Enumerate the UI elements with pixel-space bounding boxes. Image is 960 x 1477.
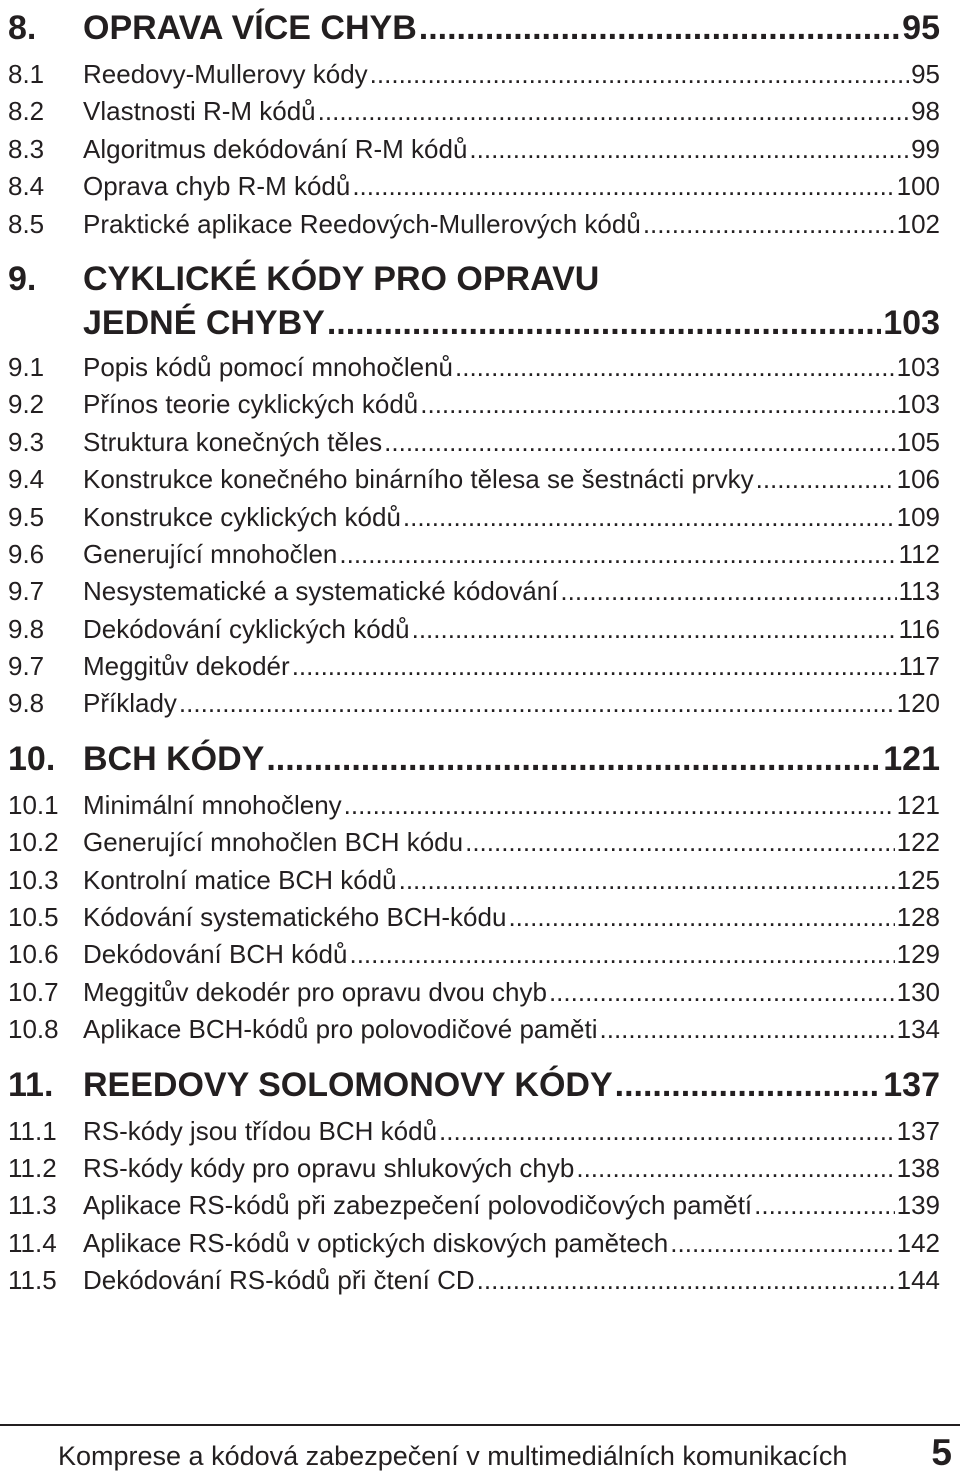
- section-title: Reedovy-Mullerovy kódy: [83, 59, 368, 89]
- section-list: [8, 1113, 940, 1300]
- section-page: 134: [896, 1014, 940, 1045]
- chapter-title: BCH KÓDY: [83, 739, 265, 778]
- section-page: 112: [898, 538, 940, 569]
- dot-leader: [465, 824, 895, 861]
- section-number: 11.4: [8, 1227, 57, 1258]
- chapter-heading[interactable]: [8, 1057, 940, 1113]
- chapter-heading[interactable]: [8, 251, 940, 349]
- toc-entry[interactable]: [8, 1187, 940, 1224]
- dot-leader: [399, 862, 895, 899]
- toc-entry[interactable]: [8, 1150, 940, 1187]
- dot-leader: [615, 1057, 882, 1113]
- section-page: 125: [896, 864, 940, 895]
- toc-entry[interactable]: [8, 349, 940, 386]
- toc-entry[interactable]: [8, 611, 940, 648]
- section-number: 9.2: [8, 389, 45, 420]
- dot-leader: [412, 611, 897, 648]
- section-title: RS-kódy kódy pro opravu shlukových chyb: [83, 1152, 575, 1183]
- toc-entry[interactable]: [8, 936, 940, 973]
- section-number: 9.8: [8, 688, 45, 719]
- section-page: 109: [896, 501, 940, 532]
- section-page: 138: [896, 1152, 940, 1183]
- section-title: Kódování systematického BCH-kódu: [83, 902, 507, 933]
- section-number: 8.2: [8, 96, 45, 127]
- chapter-number: 9.: [8, 259, 37, 298]
- chapter-page: 103: [883, 303, 940, 342]
- toc-entry[interactable]: [8, 131, 940, 168]
- dot-leader: [339, 536, 896, 573]
- toc-entry[interactable]: [8, 93, 940, 130]
- dot-leader: [384, 424, 894, 461]
- section-number: 10.7: [8, 976, 59, 1007]
- section-list: [8, 56, 940, 243]
- section-page: 106: [896, 464, 940, 495]
- dot-leader: [420, 386, 894, 423]
- page-footer: [58, 1432, 952, 1476]
- spacer: [8, 723, 940, 731]
- section-number: 11.3: [8, 1190, 57, 1221]
- section-title: Aplikace RS-kódů při zabezpečení polovodičových pamětí: [83, 1190, 753, 1221]
- section-title: Kontrolní matice BCH kódů: [83, 864, 397, 895]
- toc-entry[interactable]: [8, 499, 940, 536]
- section-page: 122: [896, 827, 940, 858]
- section-number: 11.2: [8, 1152, 57, 1183]
- toc-entry[interactable]: [8, 899, 940, 936]
- section-page: 120: [896, 688, 940, 719]
- section-title: Vlastnosti R-M kódů: [83, 96, 316, 127]
- section-number: 9.5: [8, 501, 45, 532]
- section-title: Meggitův dekodér: [83, 651, 290, 682]
- toc-entry[interactable]: [8, 1225, 940, 1262]
- dot-leader: [439, 1113, 895, 1150]
- section-title: Konstrukce konečného binárního tělesa se šestnácti prvky: [83, 464, 754, 495]
- section-page: 95: [911, 59, 940, 89]
- dot-leader: [754, 1187, 894, 1224]
- section-number: 9.1: [8, 351, 45, 382]
- section-title: Praktické aplikace Reedových-Mullerových kódů: [83, 208, 641, 239]
- section-page: 142: [896, 1227, 940, 1258]
- toc-entry[interactable]: [8, 1011, 940, 1048]
- toc-entry[interactable]: [8, 168, 940, 205]
- toc-entry[interactable]: [8, 685, 940, 722]
- dot-leader: [349, 936, 894, 973]
- chapter-page: 95: [902, 9, 940, 47]
- dot-leader: [419, 0, 900, 56]
- toc-entry[interactable]: [8, 1113, 940, 1150]
- dot-leader: [560, 573, 896, 610]
- toc-entry[interactable]: [8, 56, 940, 93]
- section-number: 11.5: [8, 1265, 57, 1296]
- section-title: RS-kódy jsou třídou BCH kódů: [83, 1115, 438, 1146]
- toc-entry[interactable]: [8, 974, 940, 1011]
- section-number: 10.2: [8, 827, 59, 858]
- section-number: 9.4: [8, 464, 45, 495]
- toc-entry[interactable]: [8, 461, 940, 498]
- section-page: 117: [898, 651, 940, 682]
- spacer: [8, 1049, 940, 1057]
- section-page: 116: [898, 613, 940, 644]
- toc-entry[interactable]: [8, 824, 940, 861]
- dot-leader: [266, 731, 881, 787]
- section-number: 11.1: [8, 1115, 57, 1146]
- section-number: 10.1: [8, 789, 59, 820]
- section-page: 130: [896, 976, 940, 1007]
- section-title: Přínos teorie cyklických kódů: [83, 389, 419, 420]
- section-number: 9.7: [8, 576, 45, 607]
- section-title: Oprava chyb R-M kódů: [83, 171, 351, 202]
- section-page: 100: [896, 171, 940, 202]
- section-page: 98: [911, 96, 940, 127]
- dot-leader: [756, 461, 895, 498]
- section-title: Příklady: [83, 688, 177, 719]
- section-title: Dekódování cyklických kódů: [83, 613, 410, 644]
- chapter-title-line2: JEDNÉ CHYBY: [83, 303, 325, 342]
- section-title: Nesystematické a systematické kódování: [83, 576, 559, 607]
- dot-leader: [670, 1225, 894, 1262]
- section-title: Dekódování RS-kódů při čtení CD: [83, 1265, 475, 1296]
- section-title: Aplikace RS-kódů v optických diskových pamětech: [83, 1227, 669, 1258]
- spacer: [8, 243, 940, 251]
- chapter-title: OPRAVA VÍCE CHYB: [83, 9, 417, 47]
- dot-leader: [455, 349, 895, 386]
- dot-leader: [403, 499, 895, 536]
- section-title: Minimální mnohočleny: [83, 789, 342, 820]
- section-number: 9.8: [8, 613, 45, 644]
- section-list: [8, 349, 940, 723]
- chapter-heading[interactable]: [8, 0, 940, 56]
- dot-leader: [600, 1011, 895, 1048]
- section-title: Konstrukce cyklických kódů: [83, 501, 401, 532]
- dot-leader: [327, 301, 881, 345]
- chapter-number: 10.: [8, 739, 56, 778]
- toc-entry[interactable]: [8, 386, 940, 423]
- section-page: 113: [898, 576, 940, 607]
- chapter-heading[interactable]: [8, 731, 940, 787]
- dot-leader: [370, 56, 909, 93]
- section-title: Meggitův dekodér pro opravu dvou chyb: [83, 976, 547, 1007]
- dot-leader: [477, 1262, 895, 1299]
- toc-entry[interactable]: [8, 424, 940, 461]
- toc-entry[interactable]: [8, 206, 940, 243]
- section-title: Algoritmus dekódování R-M kódů: [83, 133, 468, 164]
- section-title: Popis kódů pomocí mnohočlenů: [83, 351, 454, 382]
- section-title: Generující mnohočlen: [83, 538, 338, 569]
- section-number: 8.1: [8, 59, 45, 89]
- chapter-title: REEDOVY SOLOMONOVY KÓDY: [83, 1065, 613, 1104]
- toc-entry[interactable]: [8, 862, 940, 899]
- chapter-number: 8.: [8, 9, 37, 47]
- section-title: Aplikace BCH-kódů pro polovodičové paměti: [83, 1014, 598, 1045]
- dot-leader: [292, 648, 897, 685]
- section-number: 9.7: [8, 651, 45, 682]
- section-page: 128: [896, 902, 940, 933]
- dot-leader: [469, 131, 909, 168]
- section-page: 105: [896, 426, 940, 457]
- toc-entry[interactable]: [8, 787, 940, 824]
- dot-leader: [508, 899, 894, 936]
- section-list: [8, 787, 940, 1049]
- dot-leader: [179, 685, 895, 722]
- chapter-page: 137: [883, 1065, 940, 1104]
- footer-divider: [0, 1424, 960, 1426]
- section-number: 10.5: [8, 902, 59, 933]
- footer-title: Komprese a kódová zabezpečení v multimediálních komunikacích: [58, 1441, 848, 1471]
- dot-leader: [643, 206, 895, 243]
- section-title: Dekódování BCH kódů: [83, 939, 348, 970]
- footer-page-number: 5: [931, 1432, 952, 1473]
- section-page: 144: [896, 1265, 940, 1296]
- section-page: 129: [896, 939, 940, 970]
- section-page: 103: [896, 351, 940, 382]
- section-number: 9.6: [8, 538, 45, 569]
- toc-entry[interactable]: [8, 536, 940, 573]
- section-page: 103: [896, 389, 940, 420]
- toc-entry[interactable]: [8, 1262, 940, 1299]
- toc-entry[interactable]: [8, 648, 940, 685]
- chapter-number: 11.: [8, 1065, 54, 1104]
- dot-leader: [576, 1150, 894, 1187]
- section-page: 102: [896, 208, 940, 239]
- section-title: Struktura konečných těles: [83, 426, 383, 457]
- toc-entry[interactable]: [8, 573, 940, 610]
- dot-leader: [549, 974, 895, 1011]
- section-number: 8.5: [8, 208, 45, 239]
- dot-leader: [318, 93, 909, 130]
- section-number: 8.3: [8, 133, 45, 164]
- section-number: 10.6: [8, 939, 59, 970]
- section-number: 10.3: [8, 864, 59, 895]
- section-page: 121: [896, 789, 940, 820]
- section-page: 99: [911, 133, 940, 164]
- section-number: 8.4: [8, 171, 45, 202]
- section-page: 137: [896, 1115, 940, 1146]
- dot-leader: [352, 168, 894, 205]
- dot-leader: [344, 787, 895, 824]
- section-number: 9.3: [8, 426, 45, 457]
- chapter-title-line1: CYKLICKÉ KÓDY PRO OPRAVU: [83, 259, 600, 298]
- section-page: 139: [896, 1190, 940, 1221]
- section-number: 10.8: [8, 1014, 59, 1045]
- chapter-page: 121: [883, 739, 940, 778]
- table-of-contents: [8, 0, 940, 1300]
- section-title: Generující mnohočlen BCH kódu: [83, 827, 464, 858]
